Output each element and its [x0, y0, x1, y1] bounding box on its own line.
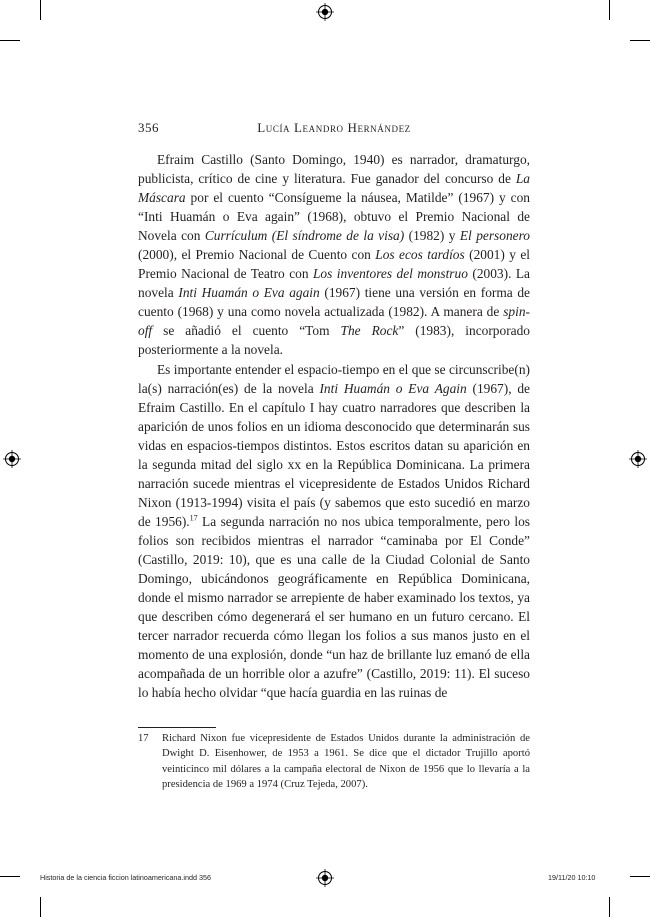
page-number: 356 [138, 120, 159, 135]
crop-mark [40, 0, 41, 20]
running-head-author: Lucía Leandro Hernández [257, 120, 411, 135]
registration-mark-icon [316, 3, 334, 21]
registration-mark-icon [3, 450, 21, 468]
text-run: (2001) y el Premio Nacional de Teatro con [138, 247, 531, 282]
paragraph [138, 150, 530, 360]
italic-title: Inti Huamán o Eva again [178, 285, 320, 301]
crop-mark [0, 40, 20, 41]
crop-mark [630, 876, 650, 877]
footnote [138, 731, 530, 793]
crop-mark [609, 897, 610, 917]
crop-mark [609, 0, 610, 20]
text-run: por el cuento “Consígueme la náusea, Matilde” (1967) y con “Inti Huamán o Eva again” (1968), obtuvo el Premio Nacional de Novela con [138, 190, 530, 244]
text-run: La segunda narración no nos ubica temporalmente, pero los folios son recibidos mientras el narrador “caminaba por El Conde” (Castillo, 2019: 10), que es una calle de la Ciudad Colonial de Santo Domingo, ubicándonos geográficamente en República Dominicana, donde el mismo narrador se arrepiente de haber examinado los textos, ya que describen cómo degenerará el ser humano en un futuro cercano. El tercer narrador recuerda cómo llegan los folios a sus manos justo en el momento de una explosión, donde “un haz de brillante luz emanó de ella acompañada de un horrible olor a azufre” (Castillo, 2019: 11). El suceso lo había hecho olvidar “que hacía guardia en las ruinas de [138, 513, 530, 701]
text-run: (2003). La novela [138, 266, 530, 301]
text-run: ” (1983), incorporado posteriormente a la novela. [138, 323, 530, 358]
crop-mark [40, 897, 41, 917]
italic-term: spin-off [138, 304, 530, 339]
text-run: (1967) tiene una versión en forma de cuento (1968) y una como novela actualizada (1982). A manera de [138, 285, 530, 320]
text-run: Efraim Castillo (Santo Domingo, 1940) es narrador, dramaturgo, publicista, crítico de cine y literatura. Fue ganador del concurso de [138, 152, 530, 187]
crop-mark [630, 40, 650, 41]
text-run: (1982) y [404, 228, 460, 244]
slug-date: 19/11/20 10:10 [548, 873, 596, 882]
registration-mark-icon [629, 450, 647, 468]
italic-title: Inti Huamán o Eva Again [319, 380, 467, 396]
footnote-number: 17 [138, 733, 149, 744]
italic-title: Los inventores del monstruo [312, 266, 468, 282]
registration-mark-icon [316, 869, 334, 887]
italic-title: Currículum (El síndrome de la visa) [204, 228, 405, 244]
crop-mark [0, 876, 20, 877]
running-head [138, 120, 530, 138]
slug-filename: Historia de la ciencia ficcion latinoamericana.indd 356 [40, 873, 211, 882]
footnote-reference[interactable]: 17 [189, 513, 198, 523]
text-run: se añadió el cuento “Tom [152, 323, 341, 339]
text-run: (1967), de Efraim Castillo. En el capítulo I hay cuatro narradores que describen la aparición de unos folios en un idioma desconocido que determinarán sus vidas en espacios-tiempos distintos. Estos escritos datan su aparición en la segunda mitad del siglo xx en la República Dominicana. La primera narración sucede mientras el vicepresidente de Estados Unidos Richard Nixon (1913-1994) visita el país (y sabemos que esto sucedió en marzo de 1956). [138, 380, 530, 529]
paragraph [138, 360, 530, 703]
italic-title: El personero [459, 228, 530, 244]
body-text [138, 150, 530, 702]
italic-title: Los ecos tardíos [375, 247, 465, 263]
footnote-rule [138, 727, 216, 728]
text-run: (2000), el Premio Nacional de Cuento con [138, 247, 376, 263]
italic-title: The Rock [340, 323, 399, 339]
footnote-text: Richard Nixon fue vicepresidente de Estados Unidos durante la administración de Dwight D. Eisenhower, de 1953 a 1961. Se dice que el dictador Trujillo aportó veinticinco mil dólares a la campaña electoral de Nixon de 1956 que lo llevaría a la presidencia de 1969 a 1974 (Cruz Tejeda, 2007). [162, 733, 530, 791]
text-run: Es importante entender el espacio-tiempo en el que se circunscribe(n) la(s) narración(es) de la novela [138, 361, 530, 396]
italic-title: La Máscara [138, 171, 530, 206]
